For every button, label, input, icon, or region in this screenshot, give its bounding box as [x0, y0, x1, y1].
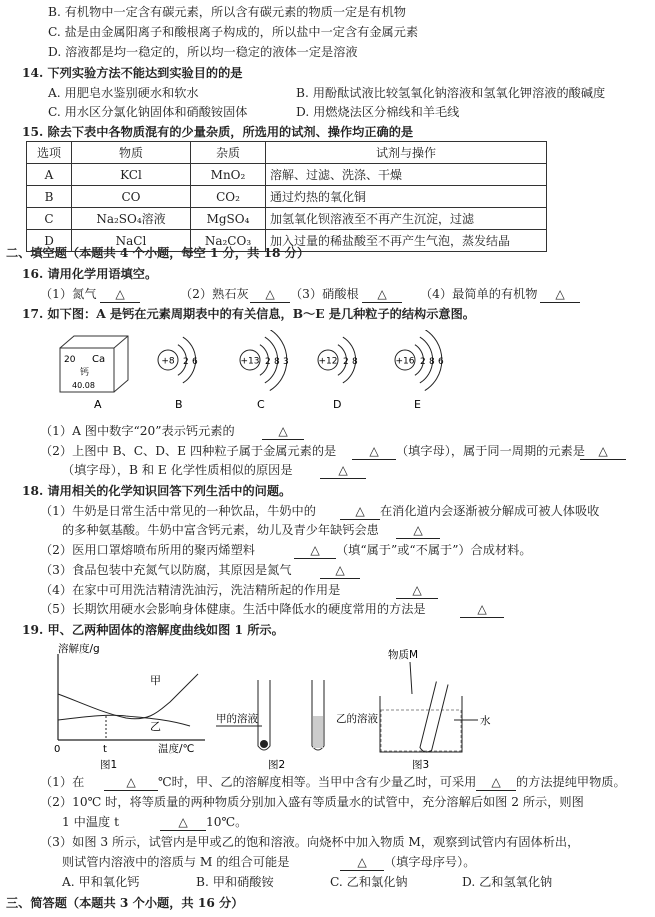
figure-19 — [40, 640, 520, 770]
table-header: 杂质 — [191, 142, 266, 164]
text-line: （2）上图中 B、C、D、E 四种粒子属于金属元素的是 — [40, 444, 337, 458]
text-line: 16. 请用化学用语填空。 — [22, 267, 158, 281]
text-line: D. 用燃烧法区分棉线和羊毛线 — [296, 105, 460, 119]
nucleus-charge: +16 — [395, 356, 415, 367]
text-line: 18. 请用相关的化学知识回答下列生活中的问题。 — [22, 484, 292, 498]
caption-2: 图2 — [268, 759, 286, 770]
table-cell: 加氢氧化钡溶液至不再产生沉淀，过滤 — [266, 208, 547, 230]
text-line: C. 乙和氯化钠 — [330, 875, 408, 889]
text-line: 在消化道内会逐渐被分解成可被人体吸收 — [380, 504, 600, 518]
answer-blank[interactable]: △ — [352, 443, 396, 460]
figure-label: C — [257, 398, 265, 411]
shell-electrons: 3 — [283, 357, 289, 367]
atom-structure — [158, 337, 198, 383]
text-line: 三、简答题（本题共 3 个小题，共 16 分） — [6, 896, 244, 910]
text-line: （3）如图 3 所示，试管内是甲或乙的饱和溶液。向烧杯中加入物质 M，观察到试管内有固体析出， — [40, 835, 580, 849]
shell-electrons: 8 — [352, 357, 358, 367]
answer-blank[interactable]: △ — [362, 286, 402, 303]
text-line: D. 乙和氢氧化钠 — [462, 875, 553, 889]
shell-electrons: 2 — [183, 357, 189, 367]
tile-mass: 40.08 — [72, 381, 95, 390]
table-header: 物质 — [72, 142, 191, 164]
text-line: （1）氮气 — [40, 287, 97, 301]
text-line: 则试管内溶液中的溶质与 M 的组合可能是 — [62, 855, 290, 869]
table-cell: Na₂CO₃ — [191, 230, 266, 252]
solubility-chart — [54, 642, 205, 770]
atom-structure — [318, 337, 358, 383]
answer-blank[interactable]: △ — [294, 542, 336, 559]
text-line: A. 甲和氧化钙 — [62, 875, 140, 889]
figure-label: B — [175, 398, 183, 411]
text-line: 的多种氨基酸。牛奶中富含钙元素，幼儿及青少年缺钙会患 — [62, 523, 379, 537]
tube1-label: 甲的溶液 — [216, 713, 258, 725]
table-row — [27, 186, 547, 208]
answer-blank[interactable]: △ — [320, 562, 360, 579]
table-cell: KCl — [72, 164, 191, 186]
answer-blank[interactable]: △ — [250, 286, 290, 303]
table-cell: MgSO₄ — [191, 208, 266, 230]
table-row — [27, 164, 547, 186]
table-cell: CO₂ — [191, 186, 266, 208]
table-cell: B — [27, 186, 72, 208]
table-cell: MnO₂ — [191, 164, 266, 186]
table-cell: A — [27, 164, 72, 186]
caption-3: 图3 — [412, 759, 430, 770]
nucleus-charge: +8 — [161, 356, 175, 367]
answer-blank[interactable]: △ — [396, 522, 440, 539]
test-tubes — [216, 680, 378, 770]
nucleus-charge: +12 — [318, 356, 338, 367]
text-line: B. 甲和硝酸铵 — [196, 875, 274, 889]
shell-electrons: 8 — [274, 357, 280, 367]
answer-blank[interactable]: △ — [476, 774, 516, 791]
figure-label: D — [333, 398, 342, 411]
text-line: 的方法提纯甲物质。 — [516, 775, 626, 789]
text-line: ℃时，甲、乙的溶解度相等。当甲中含有少量乙时，可采用 — [158, 775, 477, 789]
figure-label: A — [94, 398, 102, 411]
text-line: 17. 如下图：A 是钙在元素周期表中的有关信息，B～E 是几种粒子的结构示意图。 — [22, 307, 475, 321]
answer-blank[interactable]: △ — [262, 423, 304, 440]
text-line: （填“属于”或“不属于”）合成材料。 — [336, 543, 532, 557]
text-line: （4）在家中可用洗洁精清洗油污，洗洁精所起的作用是 — [40, 583, 341, 597]
text-line: 二、填空题（本题共 4 个小题，每空 1 分，共 18 分） — [6, 246, 310, 260]
substance-label: 物质M — [388, 649, 419, 661]
beaker — [380, 648, 491, 770]
text-line: D. 溶液都是均一稳定的，所以均一稳定的液体一定是溶液 — [48, 45, 358, 59]
answer-blank[interactable]: △ — [460, 601, 504, 618]
text-line: 19. 甲、乙两种固体的溶解度曲线如图 1 所示。 — [22, 623, 284, 637]
answer-blank[interactable]: △ — [160, 814, 206, 831]
nucleus-charge: +13 — [240, 356, 260, 367]
table-cell: 溶解、过滤、洗涤、干燥 — [266, 164, 547, 186]
atom-structure — [395, 330, 444, 391]
text-line: C. 用水区分氯化钠固体和硝酸铵固体 — [48, 105, 248, 119]
text-line: 14. 下列实验方法不能达到实验目的的是 — [22, 66, 243, 80]
series-yi: 乙 — [150, 720, 161, 733]
shell-electrons: 8 — [429, 357, 435, 367]
shell-electrons: 6 — [192, 357, 198, 367]
text-line: （1）A 图中数字“20”表示钙元素的 — [40, 424, 235, 438]
origin: 0 — [54, 744, 61, 755]
text-line: 15. 除去下表中各物质混有的少量杂质，所选用的试剂、操作均正确的是 — [22, 125, 414, 139]
x-axis-label: 温度/℃ — [158, 743, 195, 755]
answer-blank[interactable]: △ — [340, 503, 380, 520]
tile-symbol: Ca — [92, 354, 106, 365]
shell-electrons: 2 — [420, 357, 426, 367]
table-row — [27, 230, 547, 252]
impurity-table — [26, 141, 547, 252]
text-line: （填字母序号）。 — [384, 855, 476, 869]
caption-1: 图1 — [100, 759, 118, 770]
table-cell: D — [27, 230, 72, 252]
answer-blank[interactable]: △ — [320, 462, 366, 479]
tile-number: 20 — [64, 355, 76, 365]
text-line: （2）医用口罩熔喷布所用的聚丙烯塑料 — [40, 543, 255, 557]
table-cell: Na₂SO₄溶液 — [72, 208, 191, 230]
answer-blank[interactable]: △ — [396, 582, 438, 599]
shell-electrons: 2 — [343, 357, 349, 367]
table-row — [27, 208, 547, 230]
table-cell: CO — [72, 186, 191, 208]
series-jia: 甲 — [150, 674, 161, 687]
text-line: （3）硝酸根 — [290, 287, 359, 301]
figure-label: E — [414, 398, 421, 411]
answer-blank[interactable]: △ — [540, 286, 580, 303]
text-line: 10℃。 — [206, 815, 248, 829]
t-label: t — [103, 744, 107, 755]
text-line: （3）食品包装中充氮气以防腐，其原因是氮气 — [40, 563, 292, 577]
periodic-tile — [60, 336, 128, 392]
text-line: （1）牛奶是日常生活中常见的一种饮品，牛奶中的 — [40, 504, 316, 518]
text-line: （填字母），属于同一周期的元素是 — [396, 444, 585, 458]
text-line: （5）长期饮用硬水会影响身体健康。生活中降低水的硬度常用的方法是 — [40, 602, 426, 616]
text-line: 1 中温度 t — [62, 815, 119, 829]
text-line: （填字母），B 和 E 化学性质相似的原因是 — [62, 463, 293, 477]
y-axis-label: 溶解度/g — [58, 643, 100, 655]
text-line: （2）熟石灰 — [180, 287, 249, 301]
table-header: 试剂与操作 — [266, 142, 547, 164]
text-line: （2）10℃ 时，将等质量的两种物质分别加入盛有等质量水的试管中，充分溶解后如图 2 所示，则图 — [40, 795, 584, 809]
text-line: B. 有机物中一定含有碳元素，所以含有碳元素的物质一定是有机物 — [48, 5, 406, 19]
water-label: 水 — [480, 715, 491, 727]
table-cell: 通过灼热的氧化铜 — [266, 186, 547, 208]
table-cell: 加入过量的稀盐酸至不再产生气泡，蒸发结晶 — [266, 230, 547, 252]
table-cell: NaCl — [72, 230, 191, 252]
figure-17 — [50, 330, 500, 412]
shell-electrons: 2 — [265, 357, 271, 367]
answer-blank[interactable]: △ — [580, 443, 626, 460]
atom-structure — [240, 330, 289, 391]
text-line: C. 盐是由金属阳离子和酸根离子构成的，所以盐中一定含有金属元素 — [48, 25, 419, 39]
text-line: B. 用酚酞试液比较氢氧化钠溶液和氢氧化钾溶液的酸碱度 — [296, 86, 606, 100]
table-cell: C — [27, 208, 72, 230]
tile-name: 钙 — [80, 368, 90, 378]
answer-blank[interactable]: △ — [104, 774, 158, 791]
tube2-label: 乙的溶液 — [336, 713, 378, 725]
text-line: （4）最简单的有机物 — [420, 287, 538, 301]
answer-blank[interactable]: △ — [340, 854, 384, 871]
text-line: （1）在 — [40, 775, 85, 789]
answer-blank[interactable]: △ — [100, 286, 140, 303]
text-line: A. 用肥皂水鉴别硬水和软水 — [48, 86, 199, 100]
shell-electrons: 6 — [438, 357, 444, 367]
table-header: 选项 — [27, 142, 72, 164]
